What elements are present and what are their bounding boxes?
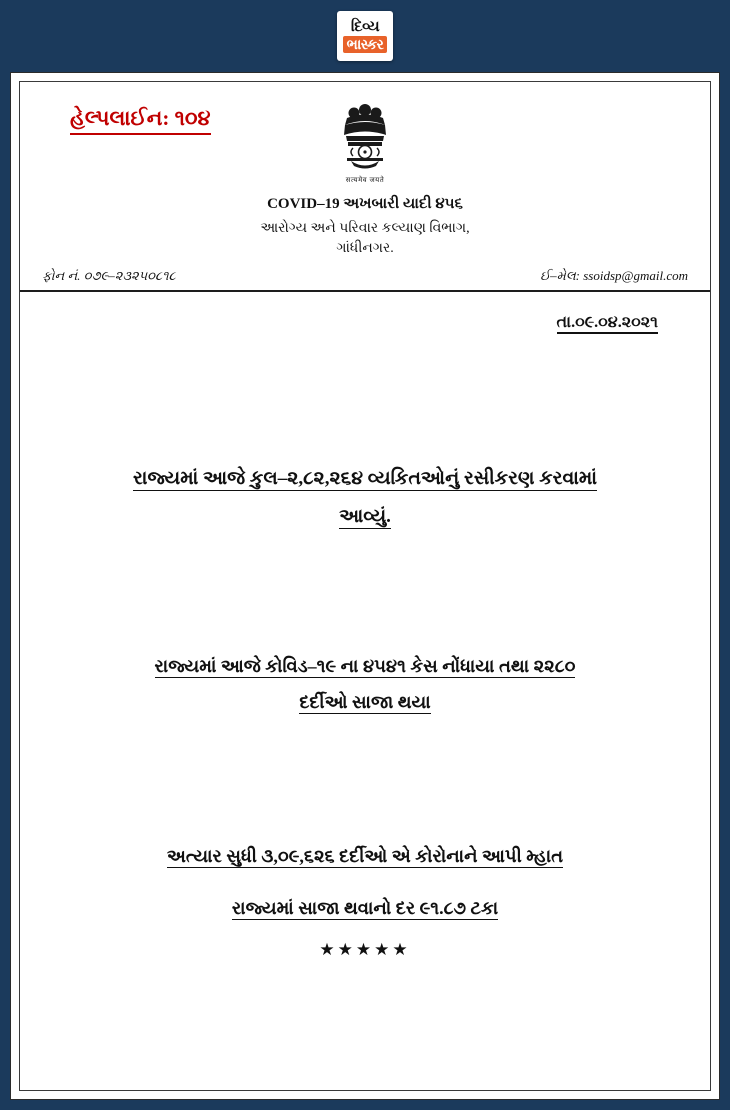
statement-recovery-rate [48,890,682,926]
statement-vaccination [48,460,682,536]
ashoka-emblem-icon [335,100,395,178]
star-divider: ★★★★★ [319,939,411,959]
letterhead [20,82,710,292]
date-value: તા.૦૯.૦૪.૨૦૨૧ [557,314,658,334]
document-title: COVID–19 અખબારી યાદી ૪૫૬ [267,196,463,212]
divya-bhaskar-logo [337,11,393,61]
logo-line-1: દિવ્ય [350,18,380,35]
contact-row [42,268,688,284]
email-address: ઈ–મેલ: ssoidsp@gmail.com [540,267,688,283]
document-sheet [10,72,720,1100]
statement-recovery-rate-text: રાજ્યમાં સાજા થવાનો દર ૯૧.૮૭ ટકા [231,897,499,918]
statement-vaccination-line-1: રાજ્યમાં આજે કુલ–૨,૮૨,૨૬૪ વ્યકિતઓનું રસીકરણ કરવામાં [132,467,598,489]
statement-recovered-total-text: અત્યાર સુધી ૩,૦૯,૬૨૬ દર્દીઓ એ કોરોનાને આપી મ્હાત [166,845,564,866]
document-inner-border [19,81,711,1091]
statement-vaccination-line-2: આવ્યું. [339,505,391,527]
department-line-2: ગાંધીનગર. [336,241,394,257]
logo-line-2: ભાસ્કર [343,36,388,53]
statement-cases [48,648,682,720]
department-line-1: આરોગ્ય અને પરિવાર કલ્યાણ વિભાગ, [260,221,470,236]
department-name [42,219,688,260]
statement-recovered-total [48,838,682,874]
statement-cases-line-2: દર્દીઓ સાજા થયા [299,691,431,712]
helpline-label: હેલ્પલાઈન: ૧૦૪ [70,106,211,135]
emblem-motto: सत्यमेव जयते [345,176,385,184]
phone-number: ફોન નં. ૦૭૯–૨૩૨૫૦૮૧૮ [42,267,176,283]
document-body [20,314,710,960]
date-line [48,314,682,332]
statement-cases-line-1: રાજ્યમાં આજે કોવિડ–૧૯ ના ૪૫૪૧ કેસ નોંધાયા તથા ૨૨૮૦ [154,655,576,676]
brand-bar [0,0,730,72]
